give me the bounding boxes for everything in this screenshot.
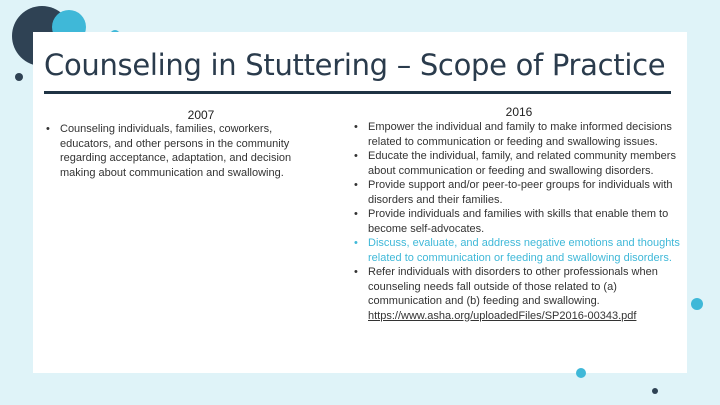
list-item-highlighted: • Discuss, evaluate, and address negative emotions and thoughts related to communication or feeding and swallowing disorders. [354,236,684,265]
left-column-heading: 2007 [187,108,215,122]
right-bullet-list [354,120,684,323]
decor-dot-left [15,73,23,81]
list-item: • Provide individuals and families with skills that enable them to become self-advocates. [354,207,684,236]
decor-dot-bottom-small [652,388,658,394]
list-item-with-link [354,265,684,323]
list-item: • Counseling individuals, families, coworkers, educators, and other persons in the community regarding acceptance, adaptation, and decision making about communication and swallowing. [46,122,318,180]
slide-title: Counseling in Stuttering – Scope of Practice [44,48,666,82]
list-item-text: Refer individuals with disorders to other professionals when counseling needs fall outside of those related to (a) communication and (b) feeding and swallowing. [368,266,658,307]
right-column-heading: 2016 [505,105,533,119]
title-underline [44,91,671,94]
decor-dot-right [691,298,703,310]
left-bullet-list [46,122,318,180]
list-item: • Empower the individual and family to make informed decisions related to communication or feeding and swallowing issues. [354,120,684,149]
asha-document-link[interactable]: https://www.asha.org/uploadedFiles/SP2016-00343.pdf [368,309,637,322]
list-item: • Provide support and/or peer-to-peer groups for individuals with disorders and their families. [354,178,684,207]
decor-dot-bottom [576,368,586,378]
list-item: • Educate the individual, family, and related community members about communication or feeding and swallowing disorders. [354,149,684,178]
